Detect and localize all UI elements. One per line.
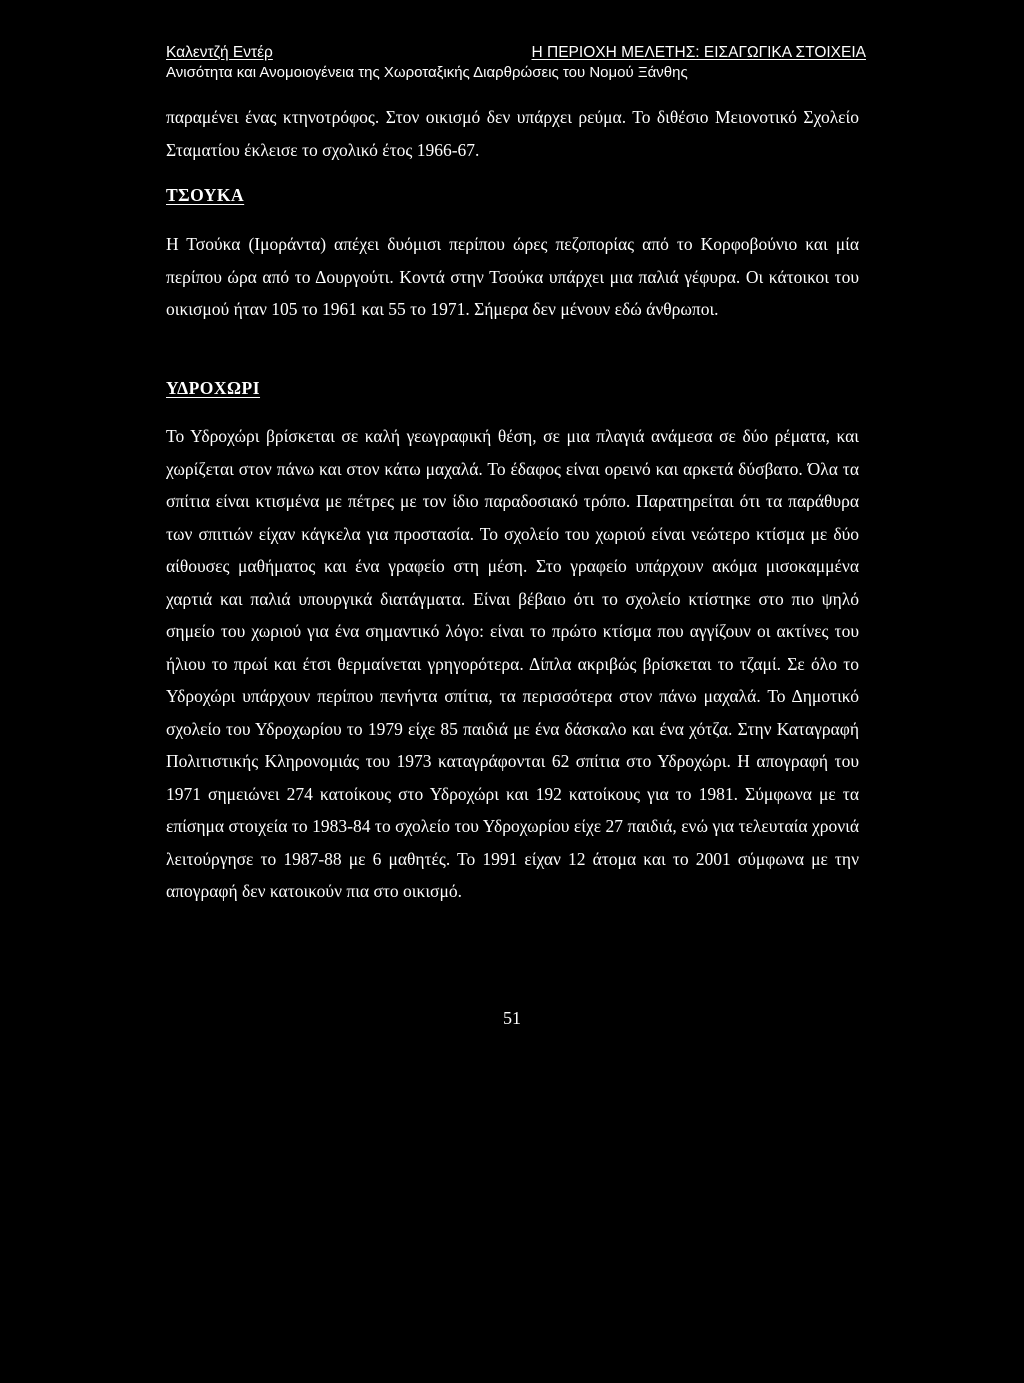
header-author: Καλεντζή Εντέρ	[166, 44, 273, 61]
section-heading-tsouka: ΤΣΟΥΚΑ	[166, 185, 245, 205]
running-header	[166, 43, 866, 83]
intro-paragraph: παραμένει ένας κτηνοτρόφος. Στον οικισμό δεν υπάρχει ρεύμα. Το διθέσιο Μειονοτικό Σχολείο Σταματίου έκλεισε το σχολικό έτος 1966-67.	[166, 107, 859, 160]
section-paragraph-ydroxori: Το Υδροχώρι βρίσκεται σε καλή γεωγραφική θέση, σε μια πλαγιά ανάμεσα σε δύο ρέματα, και χωρίζεται στον πάνω και στον κάτω μαχαλά. Το έδαφος είναι ορεινό και αρκετά δύσβατο. Όλα τα σπίτια είναι κτισμένα με πέτρες με τον ίδιο παραδοσιακό τρόπο. Παρατηρείται ότι τα παράθυρα των σπιτιών είχαν κάγκελα για προστασία. Το σχολείο του χωριού είναι νεώτερο κτίσμα με δύο αίθουσες μαθήματος και ένα γραφείο στη μέση. Στο γραφείο υπάρχουν ακόμα μισοκαμμένα χαρτιά και παλιά υπουργικά διατάγματα. Είναι βέβαιο ότι το σχολείο κτίστηκε στο πιο ψηλό σημείο του χωριού για ένα σημαντικό λόγο: είναι το πρώτο κτίσμα που αγγίζουν οι ακτίνες του ήλιου το πρωί και έτσι θερμαίνεται γρηγορότερα. Δίπλα ακριβώς βρίσκεται το τζαμί. Σε όλο το Υδροχώρι υπάρχουν περίπου πενήντα σπίτια, τα περισσότερα στον πάνω μαχαλά. Το Δημοτικό σχολείο του Υδροχωρίου το 1979 είχε 85 παιδιά με ένα δάσκαλο και ένα χότζα. Στην Καταγραφή Πολιτιστικής Κληρονομιάς του 1973 καταγράφονται 62 σπίτια στο Υδροχώρι. Η απογραφή του 1971 σημειώνει 274 κατοίκους στο Υδροχώρι και 192 κατοίκους για το 1981. Σύμφωνα με τα επίσημα στοιχεία το 1983-84 το σχολείο του Υδροχωρίου είχε 27 παιδιά, ενώ για τελευταία χρονιά λειτούργησε το 1987-88 με 6 μαθητές. Το 1991 είχαν 12 άτομα και το 2001 σύμφωνα με την απογραφή δεν κατοικούν πια στο οικισμό.	[166, 426, 859, 901]
page-number: 51	[503, 1008, 521, 1028]
section-paragraph-tsouka: Η Τσούκα (Ιμοράντα) απέχει δυόμισι περίπου ώρες πεζοπορίας από το Κορφοβούνιο και μία περίπου ώρα από το Δουργούτι. Κοντά στην Τσούκα υπάρχει μια παλιά γέφυρα. Οι κάτοικοι του οικισμού ήταν 105 το 1961 και 55 το 1971. Σήμερα δεν μένουν εδώ άνθρωποι.	[166, 234, 859, 319]
header-subtitle: Ανισότητα και Ανομοιογένεια της Χωροταξικής Διαρθρώσεις του Νομού Ξάνθης	[166, 64, 688, 81]
section-heading-ydroxori: ΥΔΡΟΧΩΡΙ	[166, 378, 261, 398]
header-top-row	[166, 43, 866, 63]
header-section-title: Η ΠΕΡΙΟΧΗ ΜΕΛΕΤΗΣ: ΕΙΣΑΓΩΓΙΚΑ ΣΤΟΙΧΕΙΑ	[531, 44, 866, 61]
